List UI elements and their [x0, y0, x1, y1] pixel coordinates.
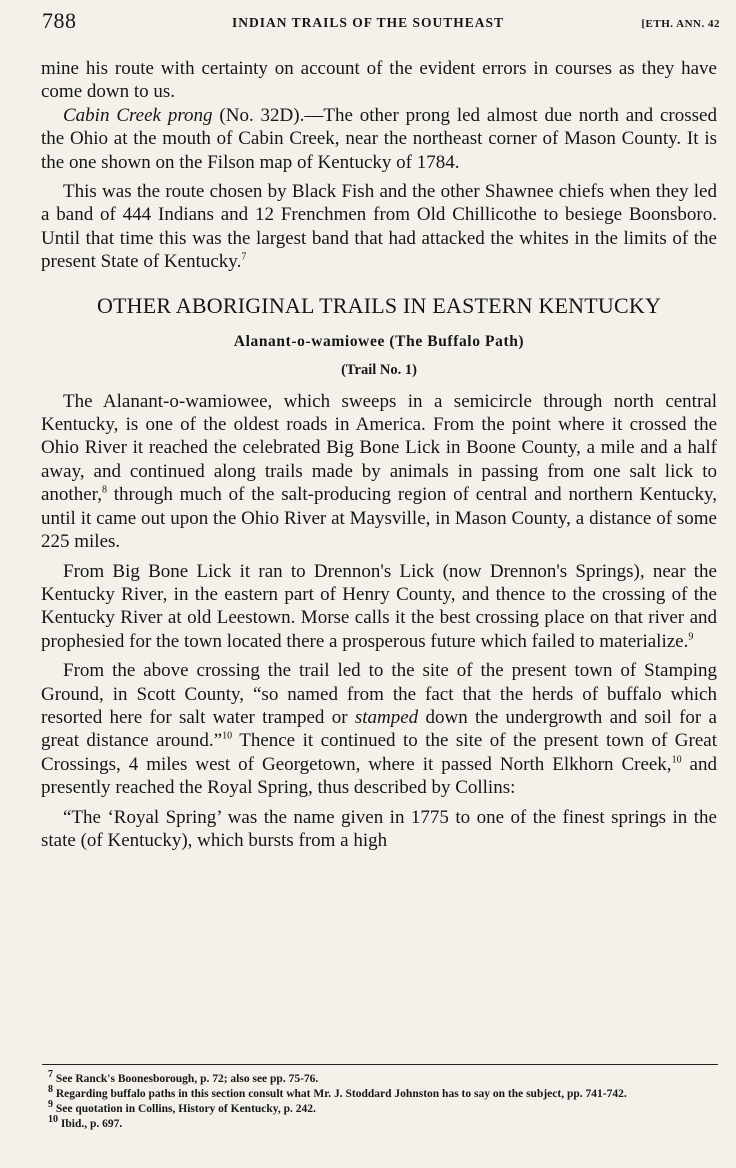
- paragraph-big-bone-lick: [41, 560, 717, 654]
- stamping-text-a: From the above crossing the trail led to the site of the present town of Stamping Ground, in Scott County, “so named from the fact that the herds of buffalo which resorted here for salt water tramped or: [41, 660, 717, 728]
- footnotes: [42, 1069, 718, 1132]
- page-header: [0, 0, 736, 40]
- footnote-mark: 8: [48, 1084, 53, 1096]
- footnote-text: See quotation in Collins, History of Kentucky, p. 242.: [53, 1103, 316, 1115]
- cabin-creek-italic: Cabin Creek prong: [63, 104, 213, 126]
- footnote-mark: 7: [48, 1069, 53, 1081]
- paragraph-black-fish: [41, 180, 717, 274]
- trail-label: (Trail No. 1): [341, 361, 417, 378]
- paragraph-stamping-ground: [41, 659, 717, 799]
- footnote-mark: 9: [48, 1099, 53, 1111]
- running-title: INDIAN TRAILS OF THE SOUTHEAST: [231, 15, 505, 30]
- black-fish-text: This was the route chosen by Black Fish and the other Shawnee chiefs when they led a band of 444 Indians and 12 Frenchmen from Old Chillicothe to besiege Boonsboro. Until that time this was the largest band that had attacked the whites in the limits of the present State of Kentucky.: [41, 181, 717, 273]
- footnote-10: [42, 1114, 718, 1132]
- stamping-text-d: and presently reached the Royal Spring, thus described by Collins:: [41, 753, 717, 799]
- footnote-ref-9[interactable]: 9: [688, 631, 694, 643]
- footnote-8: [42, 1084, 718, 1102]
- stamping-text-b: down the undergrowth and soil for a great distance around.”: [41, 706, 717, 752]
- paragraph-alanant: [41, 390, 717, 554]
- cabin-creek-text: (No. 32D).—The other prong led almost due north and crossed the Ohio at the mouth of Cabin Creek, near the northeast corner of Mason County. It is the one shown on the Filson map of Kentucky of 1784.: [41, 104, 717, 173]
- footnote-text: Ibid., p. 697.: [58, 1118, 123, 1130]
- big-bone-text: From Big Bone Lick it ran to Drennon's Lick (now Drennon's Springs), near the Kentucky River, in the eastern part of Henry County, and thence to the crossing of the Kentucky River at old Leestown. Morse calls it the best crossing place on that river and prophesied for the town located there a prosperous future which failed to materialize.: [41, 560, 717, 652]
- paragraph-royal-spring: “The ‘Royal Spring’ was the name given in 1775 to one of the finest springs in the state (of Kentucky), which bursts from a high: [41, 806, 717, 851]
- footnote-ref-10b[interactable]: 10: [671, 754, 682, 766]
- footnote-7: [42, 1069, 718, 1087]
- footnote-ref-10a[interactable]: 10: [222, 731, 233, 743]
- footnote-text: See Ranck's Boonesborough, p. 72; also see pp. 75-76.: [53, 1073, 319, 1085]
- alanant-text-a: The Alanant-o-wamiowee, which sweeps in a semicircle through north central Kentucky, is one of the oldest roads in America. From the point where it crossed the Ohio River it reached the celebrated Big Bone Lick in Boone County, a mile and a half away, and continued along trails made by animals in passing from one salt lick to another,: [41, 390, 717, 506]
- footnote-ref-7[interactable]: 7: [241, 251, 247, 263]
- sub-heading: Alanant-o-wamiowee (The Buffalo Path): [233, 332, 525, 350]
- page-body: [41, 57, 717, 852]
- footnote-text: Regarding buffalo paths in this section consult what Mr. J. Stoddard Johnston has to say on the subject, pp. 741-742.: [53, 1088, 627, 1100]
- stamped-italic: stamped: [354, 706, 419, 728]
- alanant-text-b: through much of the salt-producing region of central and northern Kentucky, until it came out upon the Ohio River at Maysville, in Mason County, a distance of some 225 miles.: [41, 484, 717, 553]
- paragraph-1: mine his route with certainty on account of the evident errors in courses as they have come down to us.: [41, 58, 717, 103]
- report-reference: [ETH. ANN. 42: [641, 18, 720, 30]
- footnote-9: [42, 1099, 718, 1117]
- stamping-text-c: Thence it continued to the site of the present town of Great Crossings, 4 miles west of Georgetown, where it passed North Elkhorn Creek,: [41, 730, 717, 775]
- paragraph-cabin-creek: [41, 104, 717, 174]
- page-number: 788: [42, 8, 77, 33]
- footnote-mark: 10: [48, 1114, 58, 1126]
- footnote-ref-8[interactable]: 8: [101, 484, 107, 496]
- footnote-divider: [42, 1064, 718, 1065]
- section-heading: OTHER ABORIGINAL TRAILS IN EASTERN KENTUCKY: [96, 292, 662, 318]
